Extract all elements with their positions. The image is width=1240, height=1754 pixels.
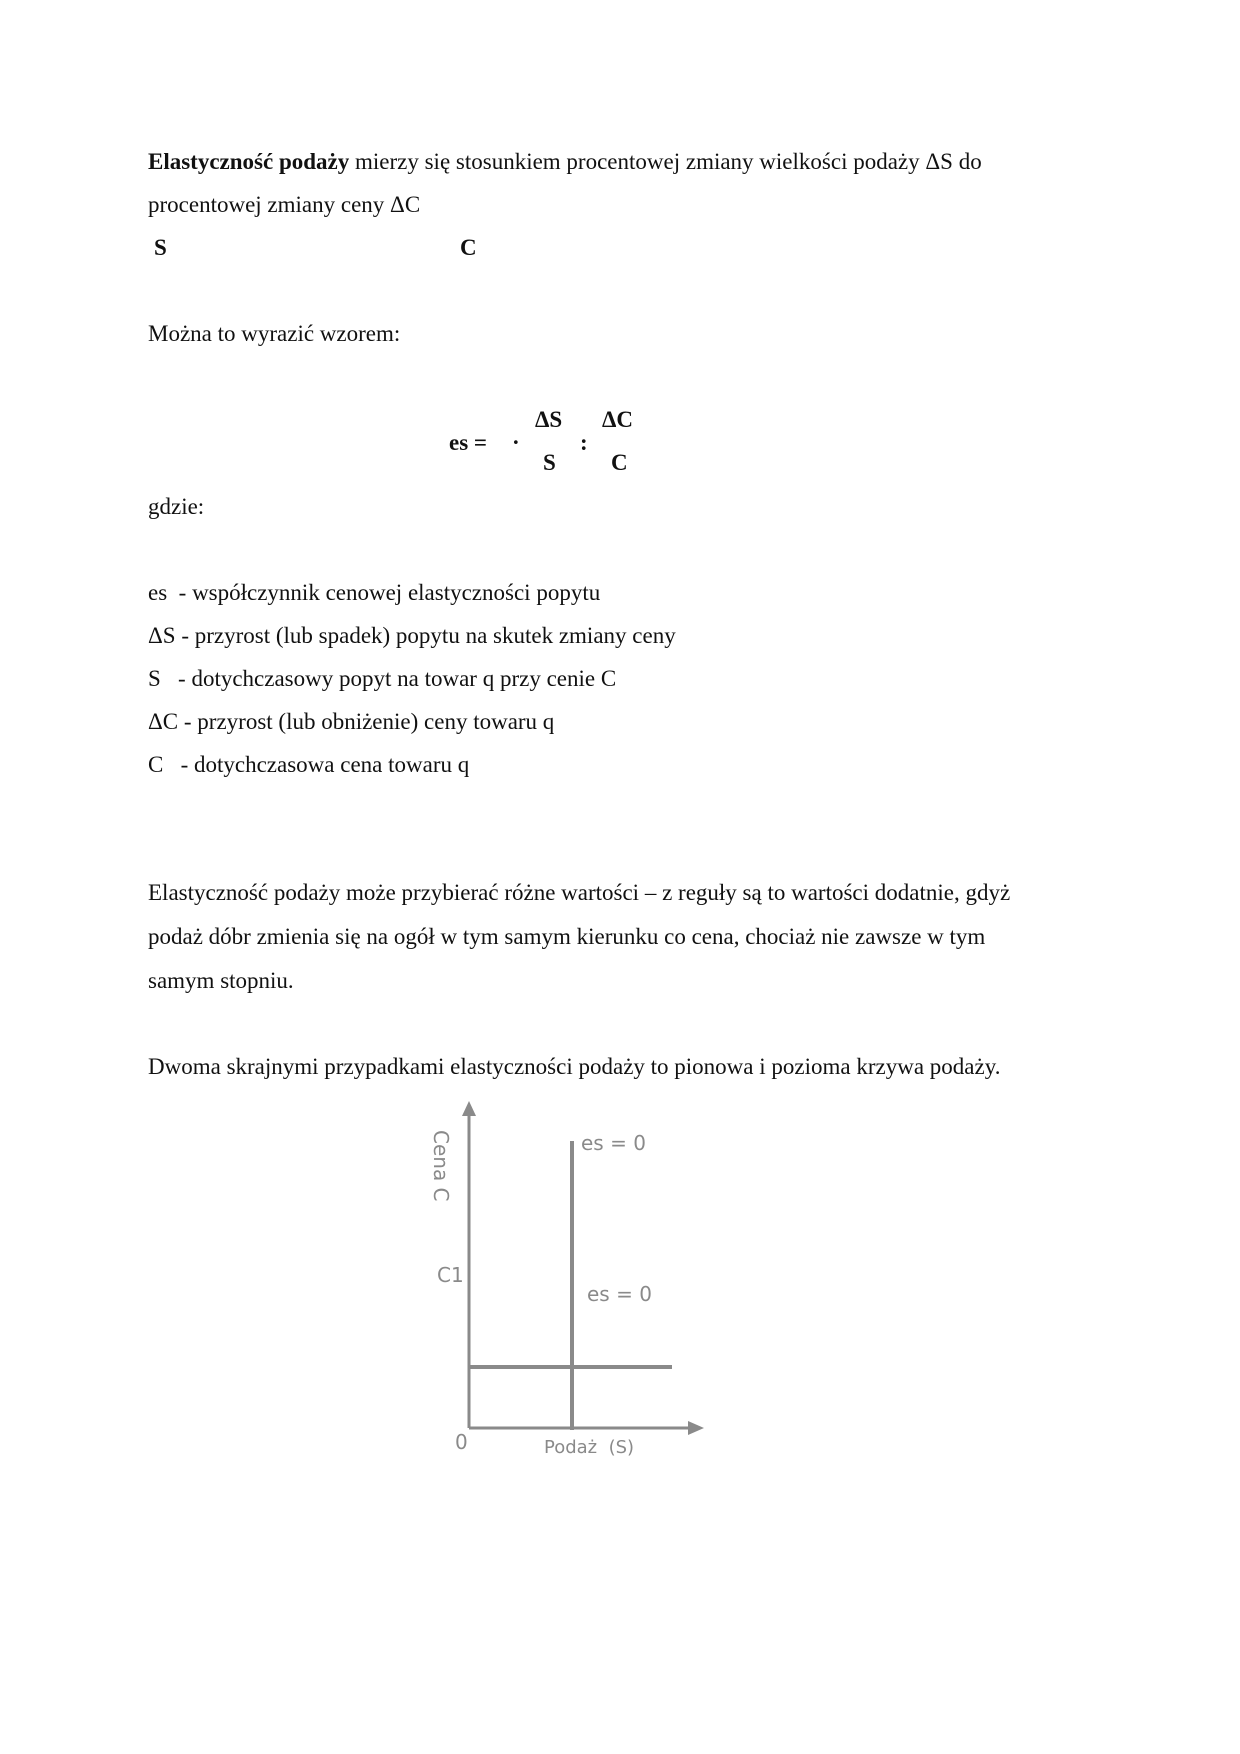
horizontal-curve-label: es = 0	[587, 1282, 652, 1306]
definition-s: S - dotychczasowy popyt na towar q przy cenie C	[148, 666, 617, 691]
formula-colon: :	[580, 430, 588, 455]
symbol-c: C	[460, 235, 477, 260]
formula-num-ds: ΔS	[535, 407, 563, 432]
vertical-curve-label: es = 0	[581, 1131, 646, 1155]
formula-lhs: es =	[449, 430, 488, 455]
intro-line-2: procentowej zmiany ceny ΔC	[148, 192, 421, 217]
formula-den-s: S	[543, 450, 556, 475]
definition-dc: ΔC - przyrost (lub obniżenie) ceny towaru q	[148, 709, 555, 734]
x-axis-label: Podaż (S)	[544, 1437, 635, 1458]
paragraph-line-2: podaż dóbr zmienia się na ogół w tym samym kierunku co cena, chociaż nie zawsze w tym	[148, 924, 986, 949]
y-axis-arrow-icon	[462, 1101, 476, 1116]
paragraph-line-1: Elastyczność podaży może przybierać różne wartości – z reguły są to wartości dodatnie, gdyż	[148, 880, 1011, 905]
formula-dot: ·	[512, 430, 520, 455]
paragraph-line-3: samym stopniu.	[148, 968, 294, 993]
symbol-s: S	[154, 235, 167, 260]
intro-term: Elastyczność podaży	[148, 149, 350, 174]
x-axis-arrow-icon	[688, 1421, 704, 1435]
formula-den-c: C	[611, 450, 628, 475]
origin-label: 0	[455, 1430, 468, 1454]
definition-ds: ΔS - przyrost (lub spadek) popytu na skutek zmiany ceny	[148, 623, 676, 648]
extremes-text: Dwoma skrajnymi przypadkami elastyczności podaży to pionowa i pozioma krzywa podaży.	[148, 1054, 1001, 1079]
formula-num-dc: ΔC	[602, 407, 634, 432]
definition-es: es - współczynnik cenowej elastyczności popytu	[148, 580, 601, 605]
y-axis-label: Cena C	[429, 1130, 453, 1202]
c1-label: C1	[437, 1263, 464, 1287]
intro-text: mierzy się stosunkiem procentowej zmiany wielkości podaży ΔS do	[349, 149, 982, 174]
formula-intro: Można to wyrazić wzorem:	[148, 321, 401, 346]
definition-c: C - dotychczasowa cena towaru q	[148, 752, 470, 777]
where-label: gdzie:	[148, 494, 205, 519]
